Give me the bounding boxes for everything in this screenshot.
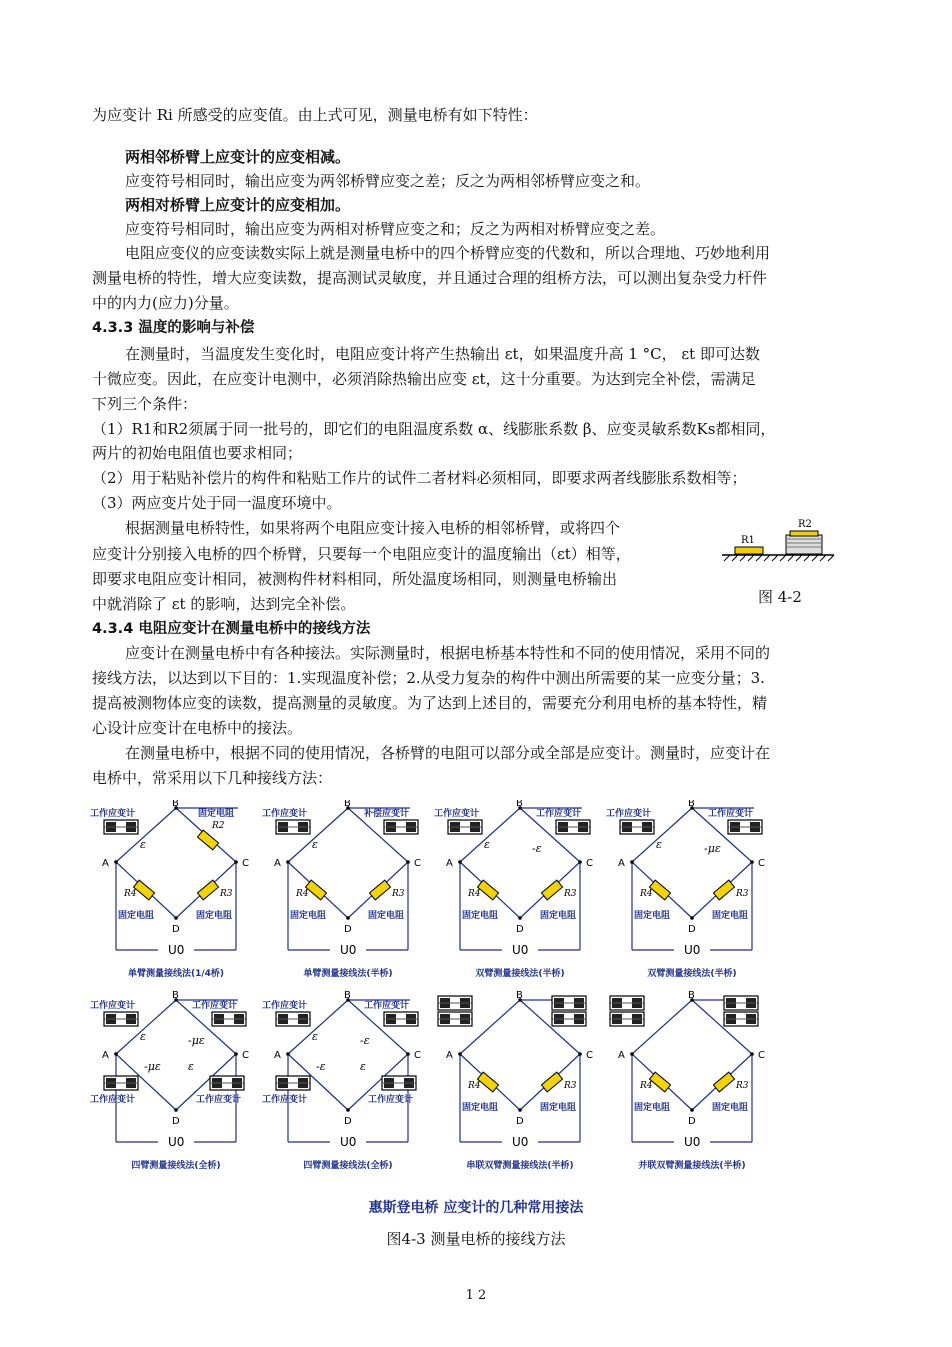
bridge-node (750, 860, 754, 864)
line-22: 接线方法，以达到以下目的：1.实现温度补偿；2.从受力复杂的构件中测出所需要的某一应变分量；3. (92, 669, 765, 687)
node-label: C (758, 858, 765, 869)
line-11: 下列三个条件： (92, 395, 198, 413)
top-right-label: 固定电阻 (198, 809, 235, 819)
bottom-left-gauge (276, 1076, 310, 1090)
bridge-node (114, 1052, 118, 1056)
left-gauge (104, 1012, 138, 1026)
right-gauge (552, 996, 586, 1010)
top-right-resistor (197, 830, 218, 850)
bottom-left-label: 工作应变计 (262, 1095, 308, 1105)
resistor-label: R3 (564, 889, 577, 899)
bottom-right-resistor (197, 880, 218, 900)
bridge-diagram-1 (90, 800, 249, 979)
bridge-node (114, 860, 118, 864)
bridge-node (406, 860, 410, 864)
line-0: 为应变计 Ri 所感受的应变值。由上式可见，测量电桥有如下特性： (92, 106, 538, 124)
bridge-node (630, 1052, 634, 1056)
r2-label: R2 (798, 519, 812, 530)
strain-right: -με (704, 842, 721, 855)
figure-4-3 (88, 800, 788, 1180)
bridge-node (750, 1052, 754, 1056)
line-26: 电桥中，常采用以下几种接线方法： (92, 769, 333, 787)
node-label: D (516, 924, 524, 935)
strain-bottom-right: ε (360, 1060, 366, 1073)
node-label: D (688, 924, 696, 935)
resistor-label: R4 (124, 889, 137, 899)
right-gauge (212, 1012, 246, 1026)
right-gauge (556, 820, 590, 834)
bridge-node (174, 1108, 178, 1112)
resistor-label: R4 (468, 889, 481, 899)
top-left-label: 工作应变计 (262, 1001, 308, 1011)
bottom-left-resistor (133, 880, 154, 900)
node-label: D (172, 1116, 180, 1127)
bottom-right-label: 工作应变计 (368, 1095, 414, 1105)
bridge-diagram-5 (90, 990, 249, 1171)
line-9: 在测量时，当温度发生变化时，电阻应变计将产生热输出 εt，如果温度升高 1 °C， εt 即可达数 (125, 345, 760, 363)
bridge-diagram-6 (262, 990, 421, 1171)
bridge-caption: 单臂测量接线法(1/4桥) (127, 969, 225, 979)
compensation-diagram (718, 515, 838, 575)
bridge-diagram-7 (438, 990, 593, 1171)
node-label: C (758, 1050, 765, 1061)
bridge-node (406, 1052, 410, 1056)
node-label: C (414, 858, 421, 869)
line-25: 在测量电桥中，根据不同的使用情况，各桥臂的电阻可以部分或全部是应变计。测量时，应变计在 (125, 744, 771, 762)
top-left-label: 工作应变计 (262, 809, 308, 819)
line-14: （2）用于粘贴补偿片的构件和粘贴工作片的试件二者材料必须相同，即要求两者线膨胀系数相等； (92, 469, 747, 487)
node-label: A (274, 858, 281, 869)
node-label: A (446, 1050, 453, 1061)
bottom-left-resistor (649, 1072, 670, 1092)
bridge-node (458, 1052, 462, 1056)
section-heading-433: 4.3.3 温度的影响与补偿 (92, 320, 255, 336)
line-6: 测量电桥的特性，增大应变读数，提高测试灵敏度，并且通过合理的组桥方法，可以测出复杂受力杆件 (92, 269, 768, 287)
line-10: 十微应变。因此，在应变计电测中，必须消除热输出应变 εt，这十分重要。为达到完全补偿，需满足 (92, 370, 756, 388)
left-gauge (448, 820, 482, 834)
bottom-right-resistor (713, 1072, 734, 1092)
figure-caption: 图4-3 测量电桥的接线方法 (386, 1230, 566, 1248)
output-label: U0 (340, 943, 357, 957)
node-label: C (242, 1050, 249, 1061)
strain-bottom-right: ε (188, 1060, 194, 1073)
line-7: 中的内力(应力)分量。 (92, 294, 239, 312)
bottom-left-label: 固定电阻 (634, 911, 671, 921)
top-left-label: 工作应变计 (434, 809, 480, 819)
bridge-caption: 并联双臂测量接线法(半桥) (638, 1161, 746, 1171)
strain-bottom-left: -με (144, 1060, 161, 1073)
bottom-left-resistor (477, 1072, 498, 1092)
bottom-right-resistor (369, 880, 390, 900)
bottom-right-label: 固定电阻 (368, 911, 405, 921)
bridge-node (578, 1052, 582, 1056)
output-label: U0 (168, 1135, 185, 1149)
node-label: C (586, 1050, 593, 1061)
bottom-right-label: 工作应变计 (196, 1095, 242, 1105)
resistor-label: R3 (564, 1081, 577, 1091)
right-gauge (724, 1012, 758, 1026)
top-right-label: 工作应变计 (364, 1001, 410, 1011)
node-label: C (586, 858, 593, 869)
bridge-node (690, 916, 694, 920)
resistor-label: R4 (640, 889, 653, 899)
top-right-label: 工作应变计 (192, 1001, 238, 1011)
strain-right: -ε (360, 1034, 370, 1047)
resistor-label: R4 (468, 1081, 481, 1091)
bridge-node (458, 860, 462, 864)
strain-bottom-left: -ε (316, 1060, 326, 1073)
left-gauge (276, 1012, 310, 1026)
node-label: C (414, 1050, 421, 1061)
bridge-diagram-4 (606, 800, 765, 979)
line-3: 两相对桥臂上应变计的应变相加。 (125, 196, 351, 214)
node-label: A (274, 1050, 281, 1061)
output-label: U0 (512, 1135, 529, 1149)
resistor-label: R2 (212, 821, 225, 831)
node-label: D (516, 1116, 524, 1127)
bottom-right-label: 固定电阻 (540, 911, 577, 921)
bottom-right-resistor (713, 880, 734, 900)
strain-left: ε (312, 1030, 318, 1043)
resistor-label: R4 (640, 1081, 653, 1091)
node-label: D (172, 924, 180, 935)
node-label: B (344, 800, 351, 809)
node-label: A (618, 858, 625, 869)
node-label: A (618, 1050, 625, 1061)
node-label: D (688, 1116, 696, 1127)
right-gauge (724, 996, 758, 1010)
node-label: B (688, 800, 695, 809)
bottom-left-gauge (104, 1076, 138, 1090)
bridge-diagram-8 (610, 990, 765, 1171)
figure-4-2-caption: 图 4-2 (758, 588, 802, 606)
bridge-node (234, 860, 238, 864)
bottom-right-label: 固定电阻 (196, 911, 233, 921)
line-13: 两片的初始电阻值也要求相同； (92, 444, 303, 462)
bottom-left-label: 固定电阻 (634, 1103, 671, 1113)
right-gauge (552, 1012, 586, 1026)
left-gauge (610, 1012, 644, 1026)
bridge-node (234, 1052, 238, 1056)
node-label: B (172, 990, 179, 1001)
left-gauge (610, 996, 644, 1010)
bridge-node (518, 1108, 522, 1112)
bottom-left-resistor (305, 880, 326, 900)
left-gauge (104, 820, 138, 834)
bridge-node (518, 916, 522, 920)
top-right-label: 补偿应变计 (364, 809, 410, 819)
output-label: U0 (684, 1135, 701, 1149)
line-19: 中就消除了 εt 的影响，达到完全补偿。 (92, 595, 356, 613)
top-left-label: 工作应变计 (90, 1001, 136, 1011)
node-label: D (344, 1116, 352, 1127)
figure-4-2 (718, 515, 838, 610)
node-label: D (344, 924, 352, 935)
resistor-label: R3 (736, 889, 749, 899)
top-right-label: 工作应变计 (536, 809, 582, 819)
line-23: 提高被测物体应变的读数，提高测量的灵敏度。为了达到上述目的，需要充分利用电桥的基本特性，精 (92, 694, 768, 712)
line-15: （3）两应变片处于同一温度环境中。 (92, 494, 342, 512)
output-label: U0 (340, 1135, 357, 1149)
bridge-diagram-3 (434, 800, 593, 979)
node-label: B (516, 800, 523, 809)
page-number: 1 2 (465, 1288, 487, 1303)
bottom-left-label: 工作应变计 (90, 1095, 136, 1105)
bottom-left-resistor (649, 880, 670, 900)
line-24: 心设计应变计在电桥中的接法。 (92, 719, 303, 737)
bridge-node (630, 860, 634, 864)
bridge-node (690, 1108, 694, 1112)
strain-left: ε (484, 838, 490, 851)
bridge-caption: 双臂测量接线法(半桥) (647, 969, 737, 979)
strain-left: ε (656, 838, 662, 851)
node-label: B (344, 990, 351, 1001)
right-gauge (728, 820, 762, 834)
node-label: B (688, 990, 695, 1001)
bottom-right-gauge (210, 1076, 244, 1090)
strain-left: ε (312, 838, 318, 851)
bridge-diagrams (88, 800, 788, 1180)
bridge-caption: 单臂测量接线法(半桥) (303, 969, 393, 979)
bottom-left-label: 固定电阻 (118, 911, 155, 921)
bottom-left-label: 固定电阻 (462, 911, 499, 921)
left-gauge (438, 996, 472, 1010)
line-21: 应变计在测量电桥中有各种接法。实际测量时，根据电桥基本特性和不同的使用情况，采用不同的 (125, 644, 771, 662)
bottom-right-label: 固定电阻 (712, 1103, 749, 1113)
line-2: 应变符号相同时，输出应变为两邻桥臂应变之差；反之为两相邻桥臂应变之和。 (125, 172, 651, 190)
line-18: 即要求电阻应变计相同，被测构件材料相同，所处温度场相同，则测量电桥输出 (92, 570, 618, 588)
bridge-caption: 四臂测量接线法(全桥) (131, 1161, 221, 1171)
bridge-caption: 串联双臂测量接线法(半桥) (466, 1161, 574, 1171)
section-heading-434: 4.3.4 电阻应变计在测量电桥中的接线方法 (92, 621, 371, 637)
strain-right: -ε (532, 842, 542, 855)
resistor-label: R4 (296, 889, 309, 899)
resistor-label: R3 (736, 1081, 749, 1091)
bridge-node (578, 860, 582, 864)
node-label: A (102, 1050, 109, 1061)
figure-title: 惠斯登电桥 应变计的几种常用接法 (368, 1200, 584, 1216)
strain-right: -με (188, 1034, 205, 1047)
bridge-node (174, 916, 178, 920)
node-label: B (516, 990, 523, 1001)
strain-left: ε (140, 838, 146, 851)
bridge-node (346, 1108, 350, 1112)
node-label: C (242, 858, 249, 869)
line-17: 应变计分别接入电桥的四个桥臂，只要每一个电阻应变计的温度输出（εt）相等， (92, 545, 631, 563)
bottom-right-label: 固定电阻 (712, 911, 749, 921)
top-right-label: 工作应变计 (708, 809, 754, 819)
left-gauge (620, 820, 654, 834)
node-label: A (102, 858, 109, 869)
output-label: U0 (512, 943, 529, 957)
top-left-label: 工作应变计 (90, 809, 136, 819)
output-label: U0 (168, 943, 185, 957)
bottom-left-label: 固定电阻 (462, 1103, 499, 1113)
left-gauge (276, 820, 310, 834)
output-label: U0 (684, 943, 701, 957)
bridge-caption: 双臂测量接线法(半桥) (475, 969, 565, 979)
line-16: 根据测量电桥特性，如果将两个电阻应变计接入电桥的相邻桥臂，或将四个 (125, 519, 621, 537)
bottom-left-label: 固定电阻 (290, 911, 327, 921)
bridge-node (286, 1052, 290, 1056)
resistor-label: R3 (392, 889, 405, 899)
bridge-diagram-2 (262, 800, 421, 979)
resistor-label: R3 (220, 889, 233, 899)
line-5: 电阻应变仪的应变读数实际上就是测量电桥中的四个桥臂应变的代数和，所以合理地、巧妙地利用 (125, 244, 771, 262)
strain-left: ε (140, 1030, 146, 1043)
bottom-right-resistor (541, 1072, 562, 1092)
node-label: A (446, 858, 453, 869)
bridge-caption: 四臂测量接线法(全桥) (303, 1161, 393, 1171)
bottom-right-resistor (541, 880, 562, 900)
node-label: B (172, 800, 179, 809)
line-12: （1）R1和R2须属于同一批号的，即它们的电阻温度系数 α、线膨胀系数 β、应变灵敏系数Ks都相同， (92, 420, 776, 438)
bottom-left-resistor (477, 880, 498, 900)
bottom-right-label: 固定电阻 (540, 1103, 577, 1113)
bridge-node (286, 860, 290, 864)
right-gauge (384, 1012, 418, 1026)
left-gauge (438, 1012, 472, 1026)
line-4: 应变符号相同时，输出应变为两相对桥臂应变之和；反之为两相对桥臂应变之差。 (125, 220, 666, 238)
line-1: 两相邻桥臂上应变计的应变相减。 (125, 148, 351, 166)
bridge-node (346, 916, 350, 920)
bottom-right-gauge (382, 1076, 416, 1090)
right-gauge (384, 820, 418, 834)
r1-label: R1 (741, 535, 755, 546)
top-left-label: 工作应变计 (606, 809, 652, 819)
